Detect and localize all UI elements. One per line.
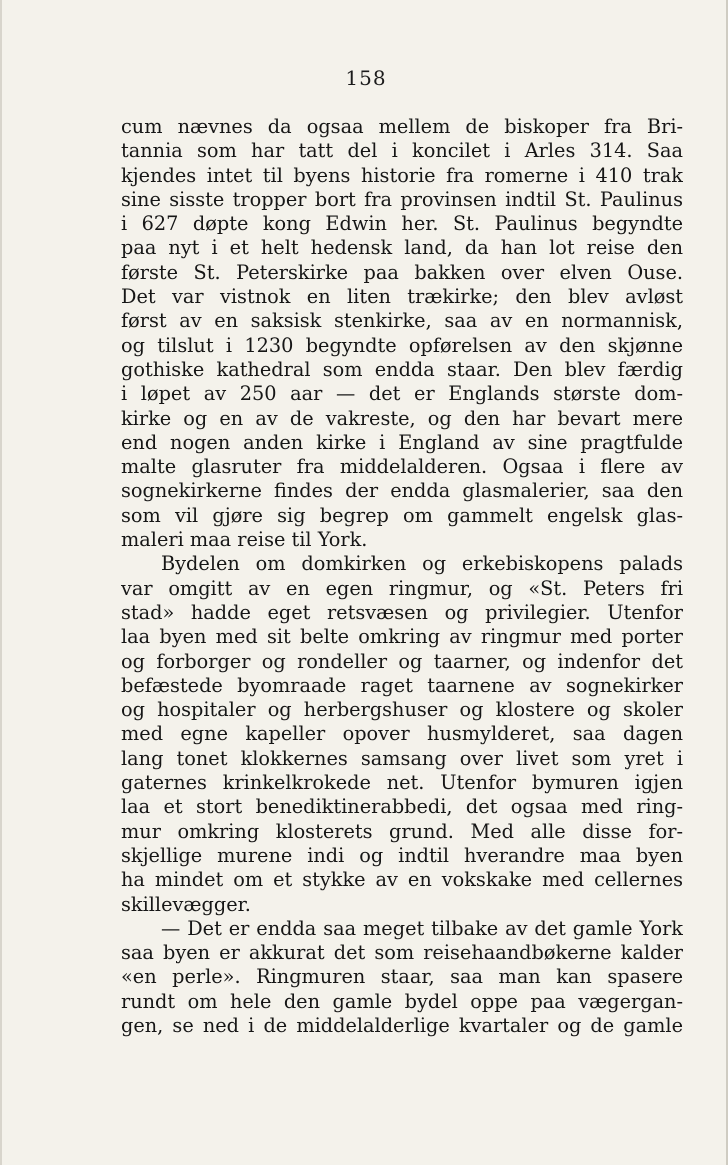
text-line: gothiske kathedral som endda staar. Den blev færdig [121,357,683,381]
text-line: «en perle». Ringmuren staar, saa man kan spasere [121,965,683,989]
text-line: paa nyt i et helt hedensk land, da han lot reise den [121,236,683,260]
text-line: cum nævnes da ogsaa mellem de biskoper fra Bri- [121,115,683,138]
text-line: sognekirkerne findes der endda glasmalerier, saa den [121,479,683,503]
text-line: rundt om hele den gamle bydel oppe paa vægergan- [121,989,683,1013]
text-line: laa et stort benediktinerabbedi, det ogsaa med ring- [121,795,683,819]
text-line: gaternes krinkelkrokede net. Utenfor bymuren igjen [121,771,683,795]
text-line: ha mindet om et stykke av en vokskake med cellernes [121,868,683,892]
text-line: gen, se ned i de middelalderlige kvartaler og de gamle [121,1013,683,1037]
text-line: sine sisste tropper bort fra provinsen indtil St. Paulinus [121,187,683,211]
text-line: skjellige murene indi og indtil hverandre maa byen [121,843,683,867]
text-line: befæstede byomraade raget taarnene av sognekirker [121,673,683,697]
text-line: end nogen anden kirke i England av sine pragtfulde [121,430,683,454]
text-line: malte glasruter fra middelalderen. Ogsaa i flere av [121,455,683,479]
text-line: stad» hadde eget retsvæsen og privilegier. Utenfor [121,600,683,624]
text-line: med egne kapeller opover husmylderet, saa dagen [121,722,683,746]
text-line: tannia som har tatt del i koncilet i Arles 314. Saa [121,139,683,163]
text-line: kjendes intet til byens historie fra romerne i 410 trak [121,163,683,187]
text-line: saa byen er akkurat det som reisehaandbøkerne kalder [121,941,683,965]
page-number: 158 [345,66,387,90]
text-line: var omgitt av en egen ringmur, og «St. Peters fri [121,576,683,600]
text-line: mur omkring klosterets grund. Med alle disse for- [121,819,683,843]
text-line: skillevægger. [121,892,251,916]
text-line: maleri maa reise til York. [121,528,368,552]
text-line: første St. Peterskirke paa bakken over elven Ouse. [121,260,683,284]
text-line: først av en saksisk stenkirke, saa av en normannisk, [121,309,683,333]
text-line: og tilslut i 1230 begyndte opførelsen av den skjønne [121,333,683,357]
text-line: i løpet av 250 aar — det er Englands største dom- [121,382,683,406]
text-line: i 627 døpte kong Edwin her. St. Paulinus begyndte [121,212,683,236]
text-line: og hospitaler og herbergshuser og klostere og skoler [121,698,683,722]
text-line: laa byen med sit belte omkring av ringmur med porter [121,625,683,649]
text-line: Det var vistnok en liten trækirke; den blev avløst [121,285,683,309]
text-line: — Det er endda saa meget tilbake av det gamle York [161,916,683,940]
body-text [121,115,683,1038]
text-line: kirke og en av de vakreste, og den har bevart mere [121,406,683,430]
text-line: og forborger og rondeller og taarner, og indenfor det [121,649,683,673]
text-line: som vil gjøre sig begrep om gammelt engelsk glas- [121,503,683,527]
text-line: Bydelen om domkirken og erkebiskopens palads [161,552,683,576]
text-line: lang tonet klokkernes samsang over livet som yret i [121,746,683,770]
